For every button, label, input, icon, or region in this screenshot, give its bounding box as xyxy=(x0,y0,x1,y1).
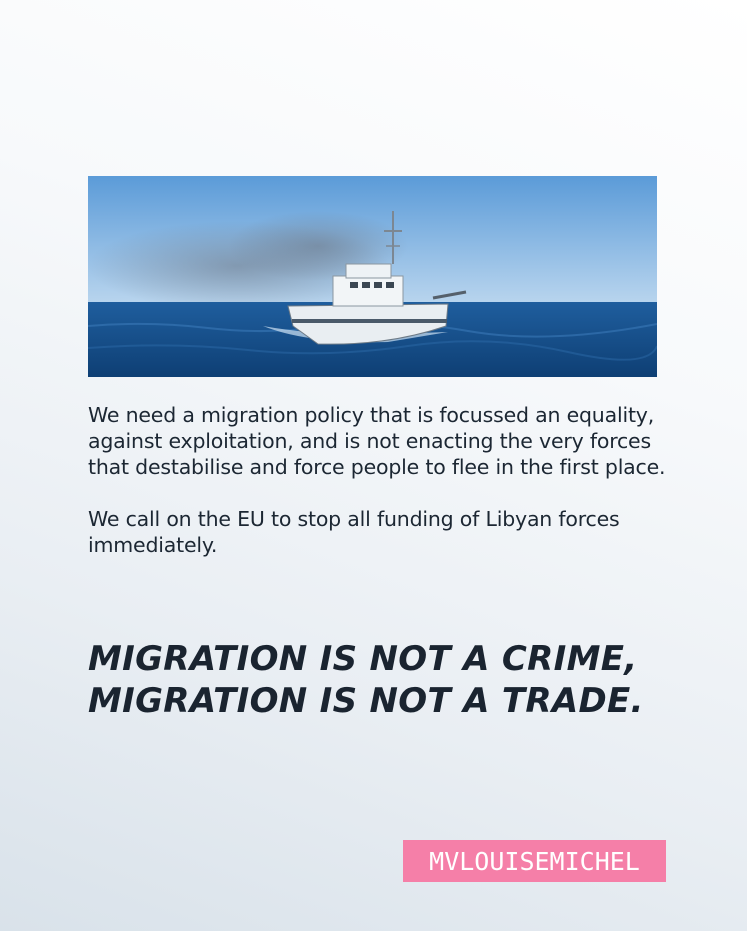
brand-label: MVLOUISEMICHEL xyxy=(429,846,640,876)
paragraph-policy: We need a migration policy that is focussed an equality, against exploitation, and is not enacting the very forces that destabilise and force people to flee in the first place. xyxy=(88,403,666,479)
boat-photo-illustration xyxy=(88,176,657,377)
slogan-line-1: MIGRATION IS NOT A CRIME, xyxy=(88,639,638,679)
boat-photo xyxy=(88,176,657,377)
slogan xyxy=(88,638,708,722)
paragraph-call-to-action: We call on the EU to stop all funding of Libyan forces immediately. xyxy=(88,507,620,557)
slogan-line-2: MIGRATION IS NOT A TRADE. xyxy=(88,681,644,721)
body-text xyxy=(88,402,668,558)
brand-tag xyxy=(403,840,666,882)
